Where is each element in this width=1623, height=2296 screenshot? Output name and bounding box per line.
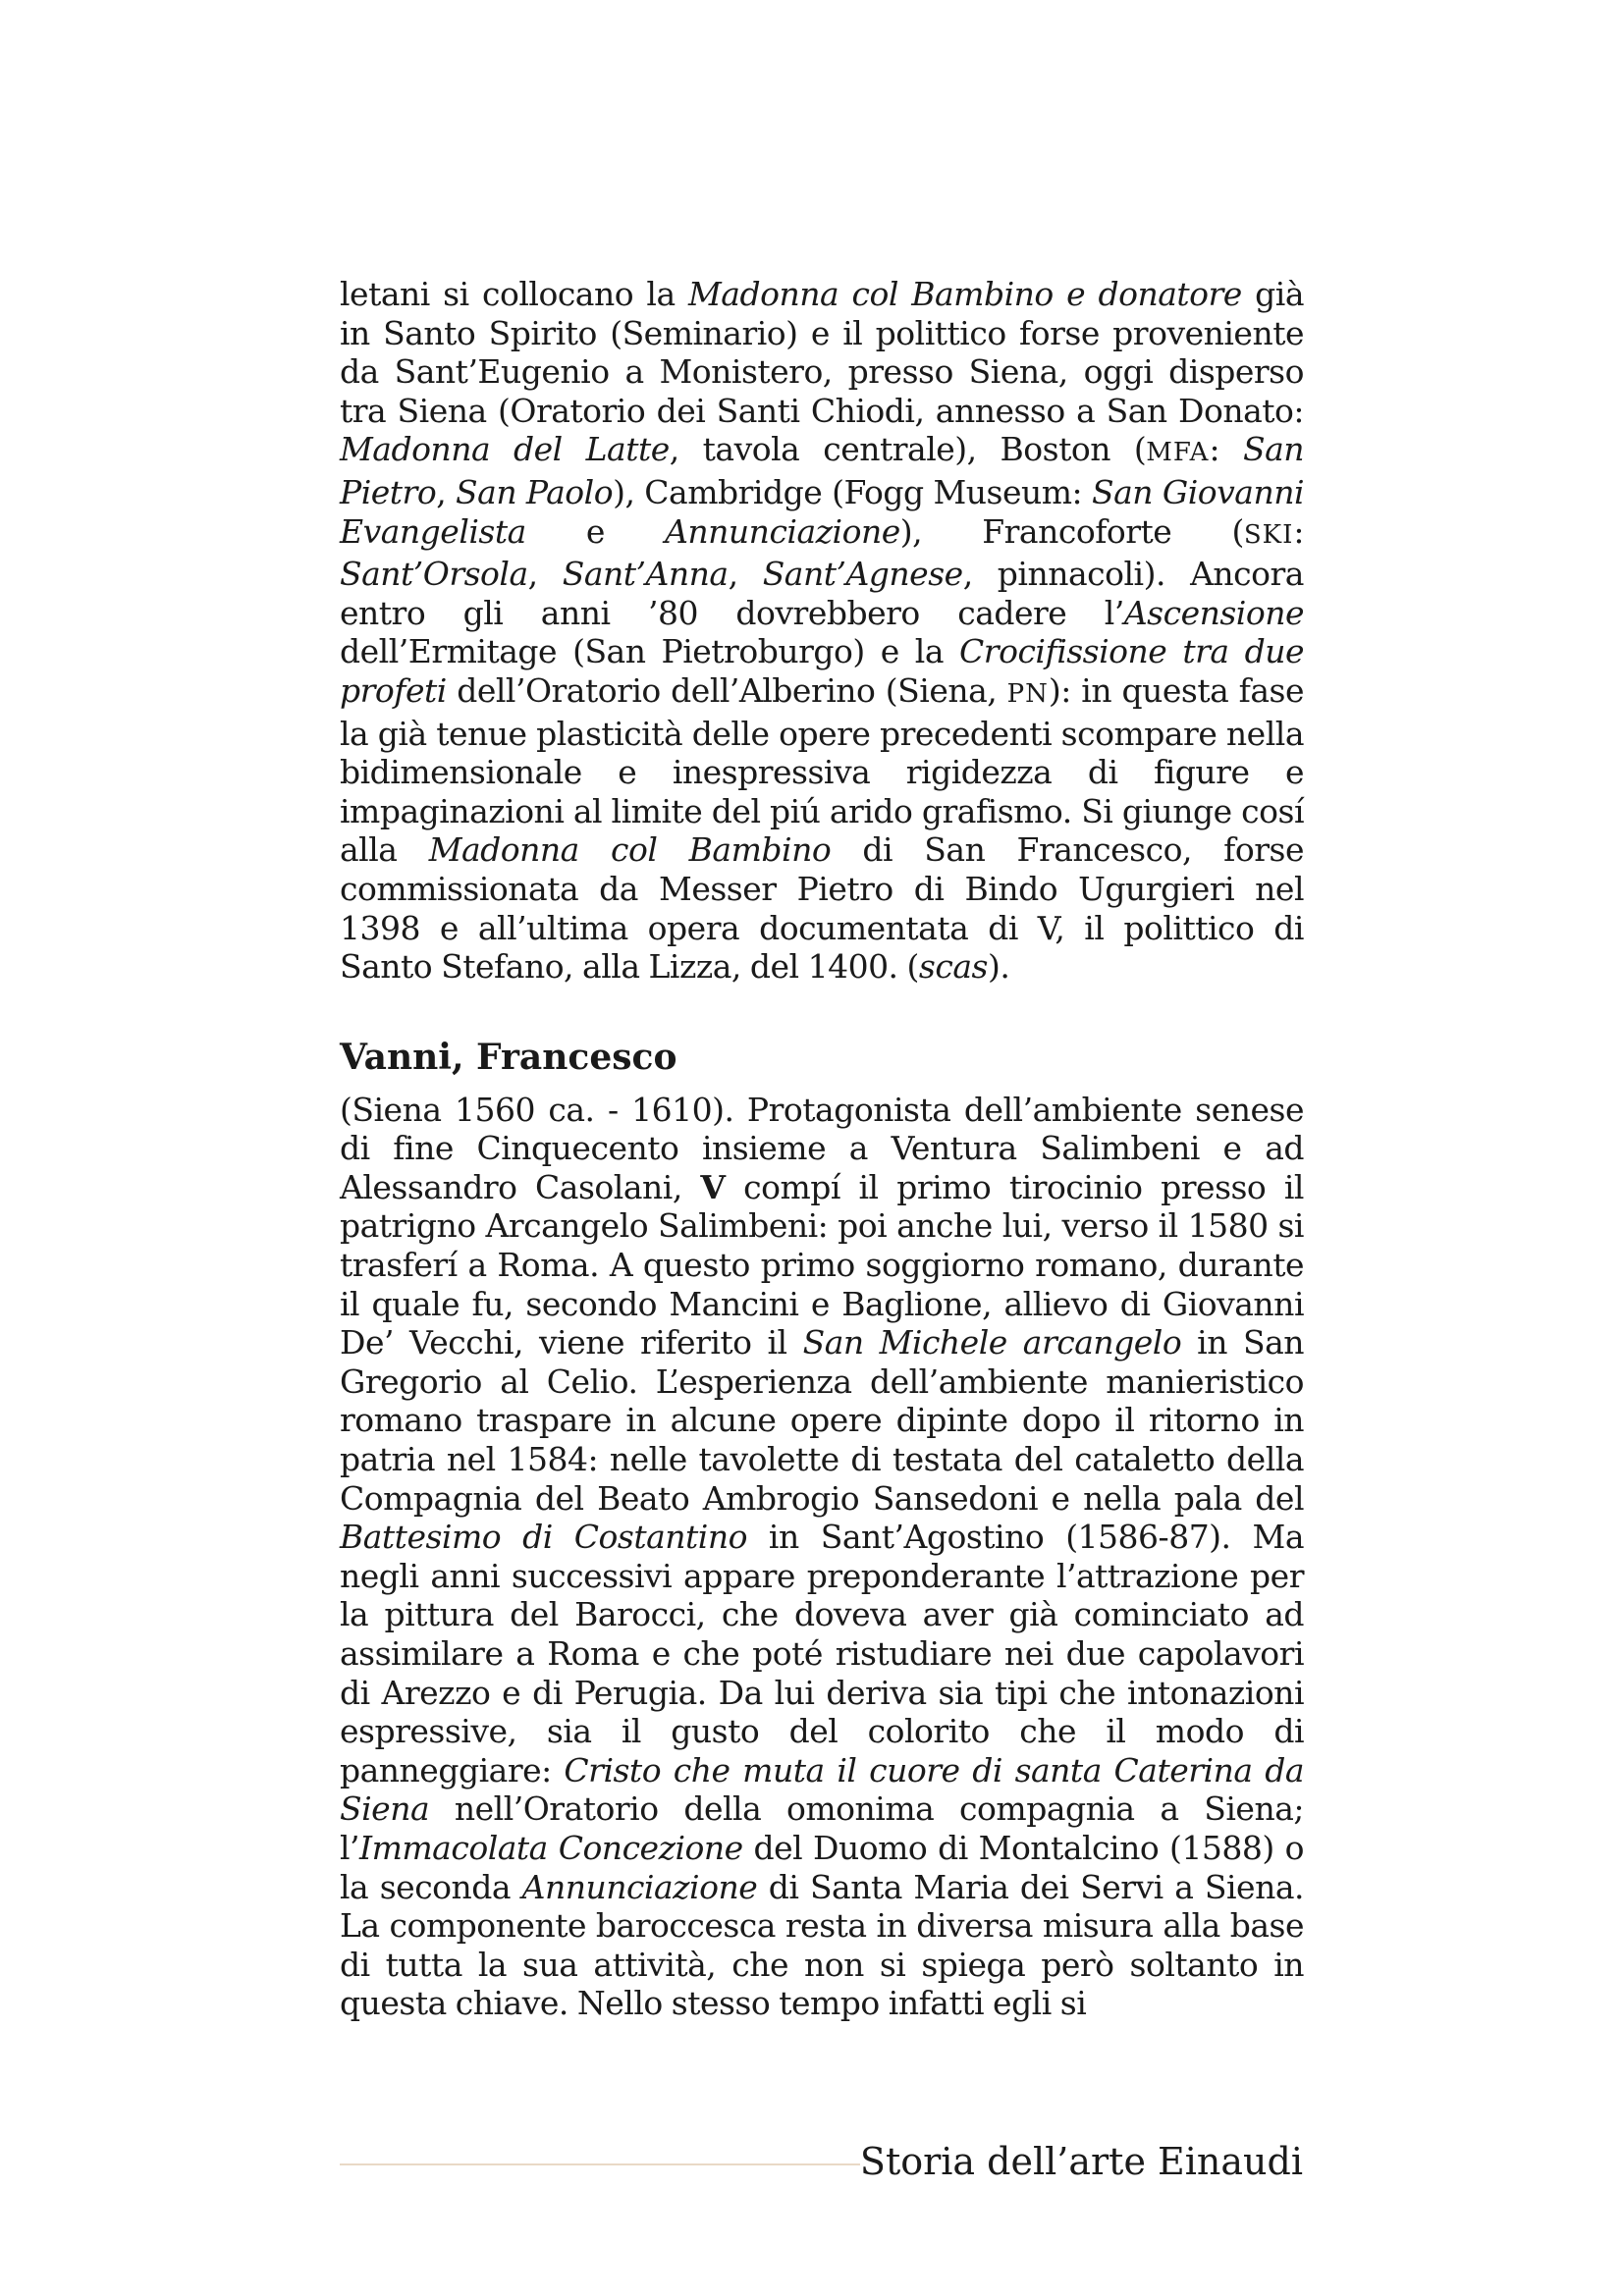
- italic-title: Sant’Orsola: [340, 555, 528, 594]
- italic-title: Madonna col Bambino: [428, 830, 832, 870]
- bold-abbrev: V: [700, 1167, 726, 1206]
- italic-title: San Pietro: [340, 430, 1305, 511]
- italic-title: Annunciazione: [665, 511, 900, 551]
- text-run: del Duomo di Montalcino (1588) o la seconda: [340, 1828, 1304, 1906]
- text-run: compí il primo tirocinio presso il patrigno Arcangelo Salimbeni: poi anche lui, verso il 1580 si trasferí a Roma. A questo primo soggiorno romano, durante il quale fu, secondo Mancini e Baglione, allievo di Giovanni De’ Vecchi, viene riferito il: [340, 1167, 1304, 1362]
- italic-title: Sant’Agnese: [762, 555, 963, 594]
- text-run: in Sant’Agostino (1586-87). Ma negli anni successivi appare preponderante l’attrazione per la pittura del Barocci, che doveva aver già cominciato ad assimilare a Roma e che poté ristudiare nei due capolavori di Arezzo e di Perugia. Da lui deriva sia tipi che intonazioni espressive, sia il gusto del colorito che il modo di panneggiare:: [340, 1518, 1304, 1789]
- text-run: già in Santo Spirito (Seminario) e il polittico forse proveniente da Sant’Eugenio a Monistero, presso Siena, oggi disperso tra Siena (Oratorio dei Santi Chiodi, annesso a San Donato:: [340, 275, 1305, 430]
- text-run: ).: [987, 947, 1010, 987]
- text-run: dell’Ermitage (San Pietroburgo) e la: [340, 632, 960, 671]
- italic-title: Immacolata Concezione: [359, 1828, 743, 1867]
- text-run: ,: [527, 555, 563, 594]
- text-run: ), Francoforte (: [899, 511, 1244, 551]
- page-body: [340, 275, 1304, 2023]
- entry-heading: Vanni, Francesco: [340, 1036, 677, 1078]
- text-run: e: [525, 511, 666, 551]
- italic-title: Cristo che muta il cuore di santa Caterina da Siena: [340, 1750, 1304, 1829]
- text-run: di San Francesco, forse commissionata da Messer Pietro di Bindo Ugurgieri nel 1398 e all’ultima opera documentata di V, il polittico di Santo Stefano, alla Lizza, del 1400. (: [340, 830, 1304, 987]
- text-run: (Siena 1560 ca. - 1610). Protagonista dell’ambiente senese di fine Cinquecento insieme a Ventura Salimbeni e ad Alessandro Casolani,: [340, 1090, 1304, 1206]
- text-run: :: [1209, 430, 1243, 469]
- entry-paragraph: [340, 1091, 1304, 2023]
- small-caps-abbrev: PN: [1006, 678, 1049, 709]
- text-run: ): in questa fase la già tenue plasticità delle opere precedenti scompare nella bidimensionale e inespressiva rigidezza di figure e impaginazioni al limite del piú arido grafismo. Si giunge cosí alla: [340, 670, 1305, 870]
- text-run: letani si collocano la: [340, 275, 689, 313]
- text-run: ,: [436, 472, 457, 511]
- italic-title: scas: [918, 947, 988, 987]
- italic-title: Sant’Anna: [562, 555, 729, 594]
- text-run: ), Cambridge (Fogg Museum:: [613, 472, 1092, 511]
- text-run: :: [1293, 511, 1304, 551]
- italic-title: Battesimo di Costantino: [340, 1518, 747, 1557]
- italic-title: Ascensione: [1123, 593, 1304, 632]
- italic-title: Annunciazione: [521, 1867, 758, 1906]
- italic-title: San Michele arcangelo: [802, 1323, 1182, 1362]
- small-caps-abbrev: SKI: [1243, 519, 1294, 550]
- entry-prev-paragraph: [340, 275, 1304, 987]
- small-caps-abbrev: MFA: [1146, 438, 1210, 468]
- text-run: ,: [728, 555, 763, 594]
- text-run: di Santa Maria dei Servi a Siena. La componente baroccesca resta in diversa misura alla base di tutta la sua attività, che non si spiega però soltanto in questa chiave. Nello stesso tempo infatti egli si: [340, 1867, 1304, 2023]
- text-run: nell’Oratorio della omonima compagnia a Siena; l’: [340, 1789, 1304, 1867]
- italic-title: Madonna del Latte: [340, 430, 670, 469]
- text-run: dell’Oratorio dell’Alberino (Siena,: [446, 670, 1007, 710]
- footer-title: Storia dell’arte Einaudi: [859, 2140, 1303, 2183]
- text-run: in San Gregorio al Celio. L’esperienza dell’ambiente manieristico romano traspare in alcune opere dipinte dopo il ritorno in patria nel 1584: nelle tavolette di testata del cataletto della Compagnia del Beato Ambrogio Sansedoni e nella pala del: [340, 1323, 1304, 1518]
- italic-title: Crocifissione tra due profeti: [340, 632, 1304, 710]
- italic-title: San Paolo: [456, 472, 614, 511]
- text-run: , tavola centrale), Boston (: [669, 430, 1147, 469]
- italic-title: San Giovanni Evangelista: [340, 472, 1305, 551]
- footer-rule: [340, 2163, 860, 2165]
- text-run: , pinnacoli). Ancora entro gli anni ’80 dovrebbero cadere l’: [340, 555, 1304, 632]
- italic-title: Madonna col Bambino e donatore: [688, 275, 1242, 313]
